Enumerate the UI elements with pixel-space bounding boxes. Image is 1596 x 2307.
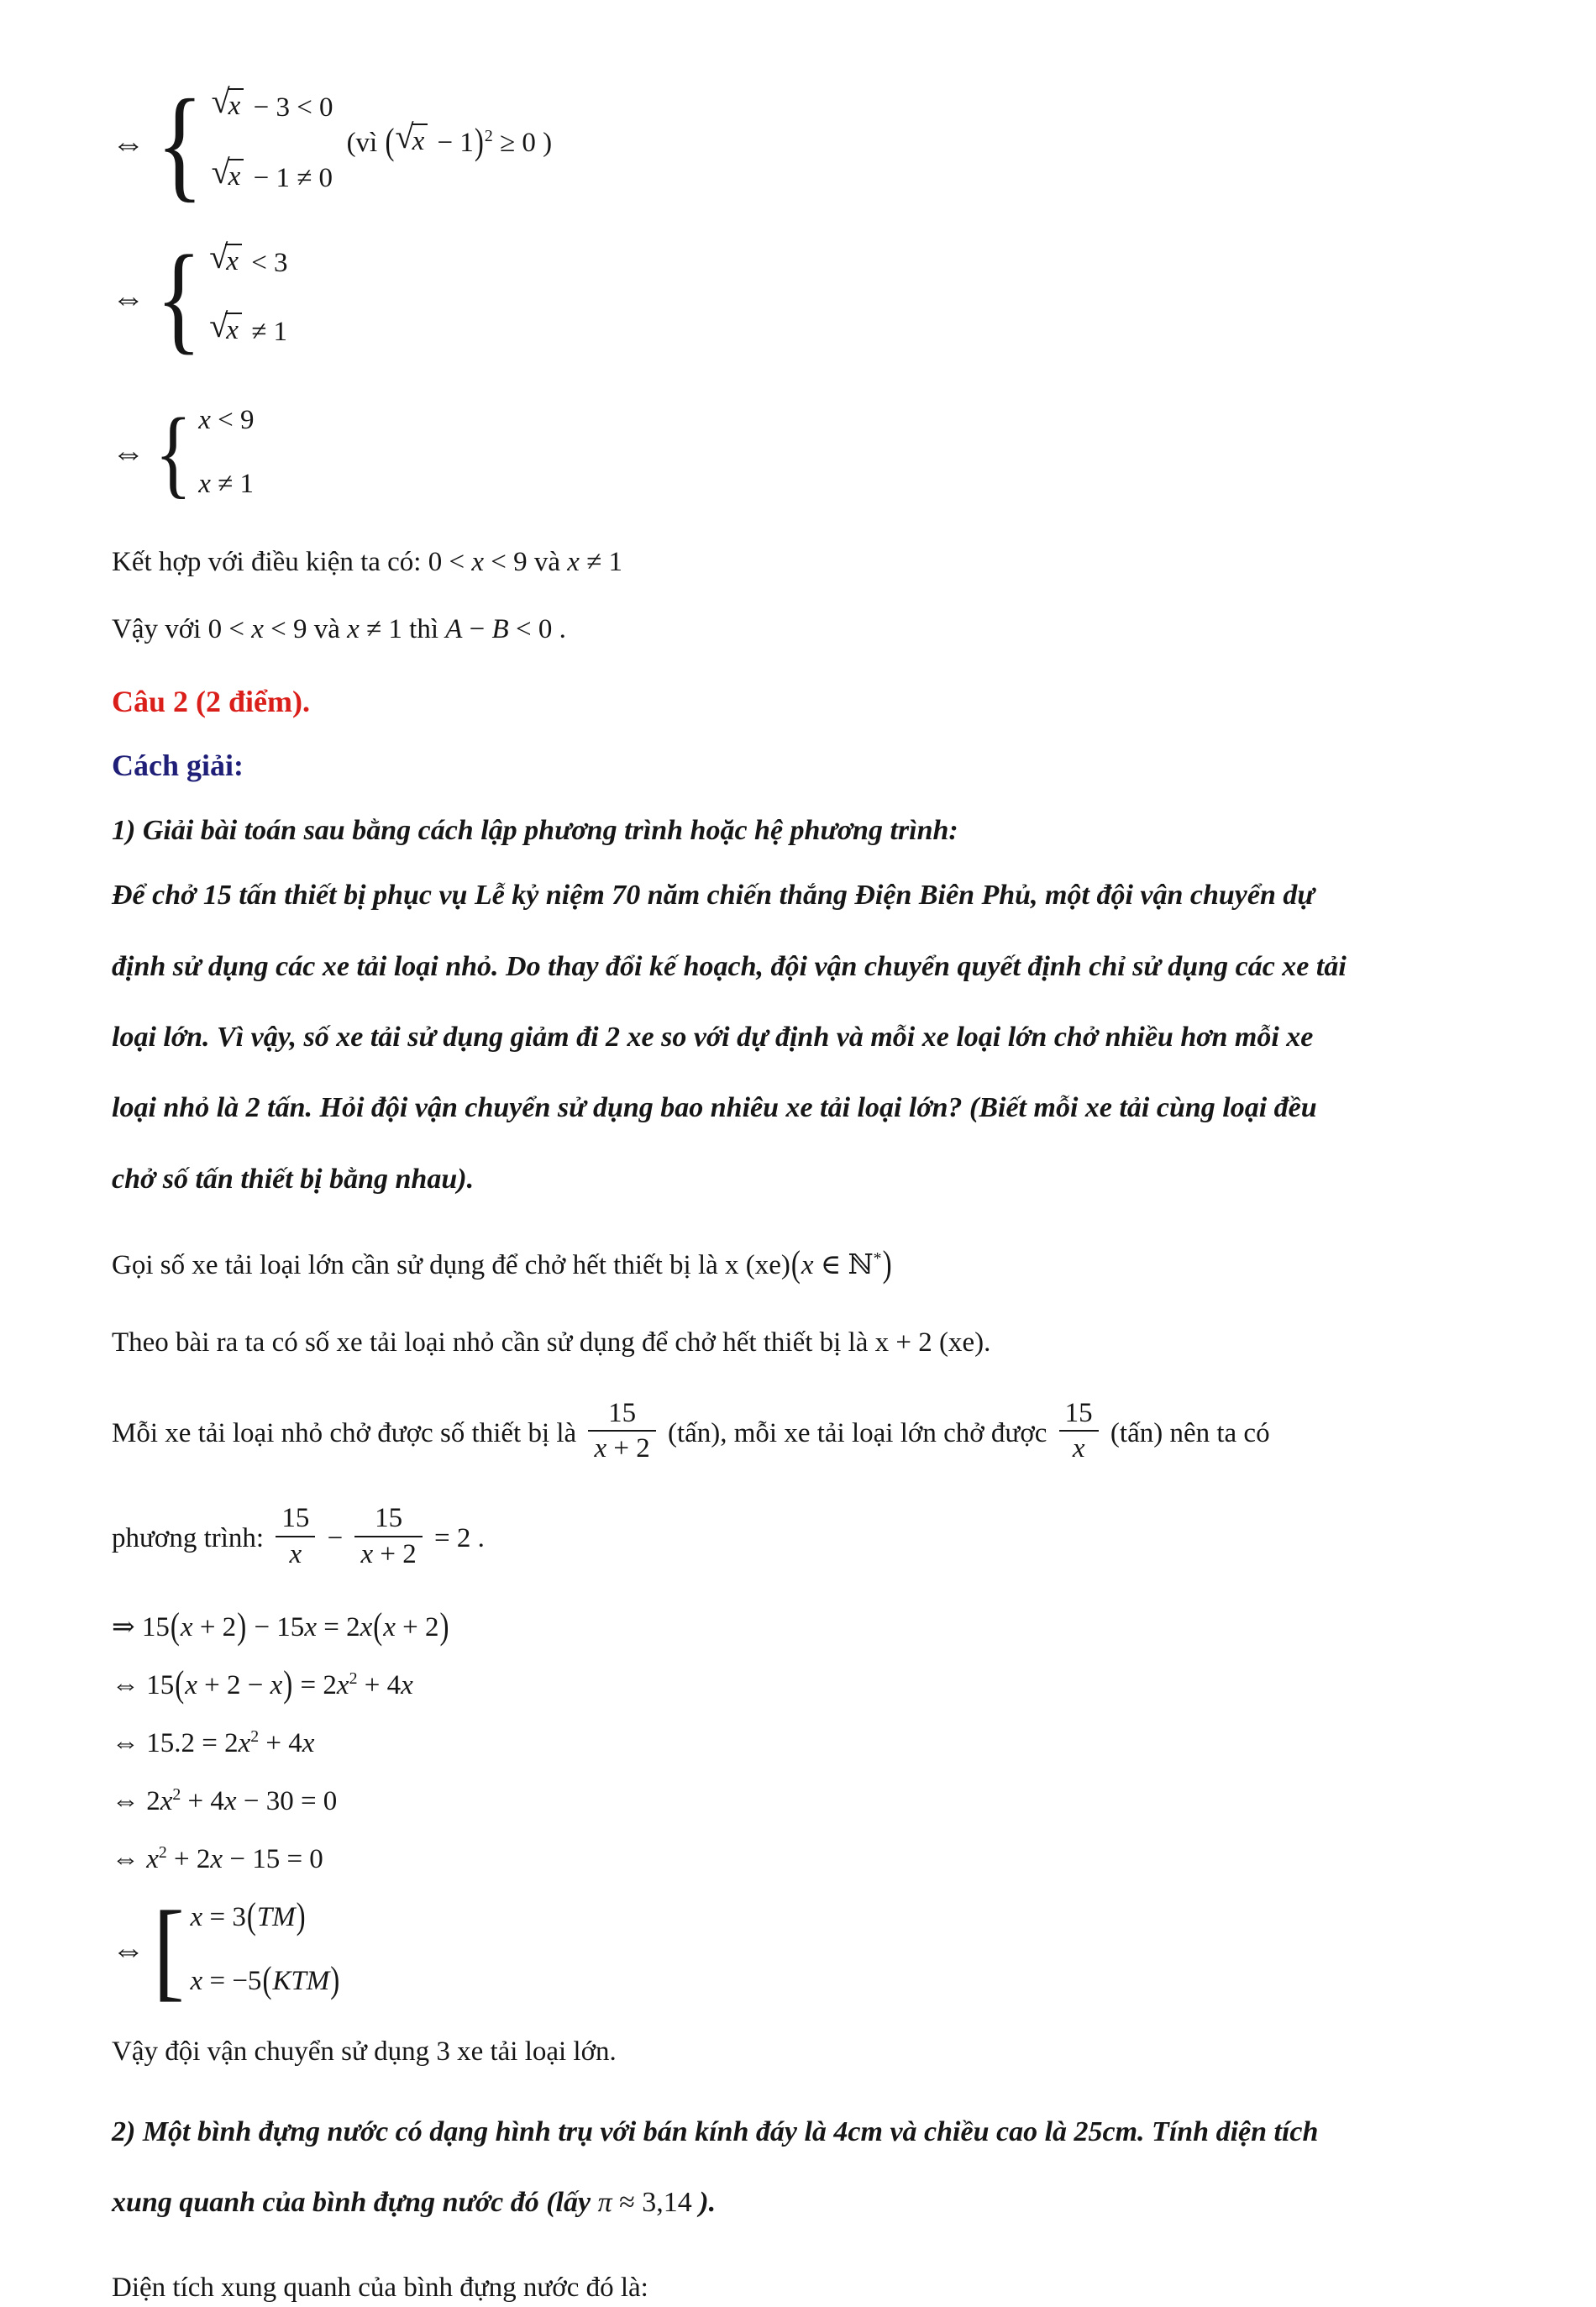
- solution-row: x = −5(KTM): [190, 1960, 340, 2001]
- text-conclusion-ab: Vậy với 0 < x < 9 và x ≠ 1 thì A − B < 0 .: [112, 613, 566, 644]
- system-rows: [209, 238, 288, 353]
- equation-step: ⇔ $2x^2 + 4x - 30 = 0$: [112, 1784, 338, 1816]
- problem1-statement-line: chở số tấn thiết bị bằng nhau).: [112, 1163, 475, 1195]
- problem1-title: 1) Giải bài toán sau bằng cách lập phương trình hoặc hệ phương trình:: [112, 815, 958, 846]
- section-heading-cau2: Câu 2 (2 điểm).: [112, 685, 310, 718]
- problem2-statement-line: xung quanh của bình đựng nước đó (lấy π ≈ 3,14 ).: [112, 2186, 717, 2218]
- iff-arrow: ⇔: [112, 1931, 145, 1968]
- problem2-statement-line: 2) Một bình đựng nước có dạng hình trụ với bán kính đáy là 4cm và chiều cao là 25cm. Tính diện tích: [112, 2115, 1319, 2147]
- equation-note: (vì ( √ x − 1)$^2$ ≥ 0 ): [346, 117, 553, 163]
- solution-row: x = 3(TM): [190, 1896, 306, 1938]
- system-row: x < 9: [198, 405, 255, 435]
- system-row: √ x − 1 ≠ 0: [211, 152, 333, 193]
- equation-system-sqrt-simplified: ⇔ { √ x < 3 √ x ≠ 1: [112, 230, 288, 365]
- equation-step: ⇒ 15(x + 2) − 15x = 2x(x + 2): [112, 1606, 449, 1648]
- system-row: √ x ≠ 1: [209, 306, 288, 347]
- system-row: x ≠ 1: [198, 468, 254, 499]
- equation-system-x: ⇔ { x < 9 x ≠ 1: [112, 397, 255, 507]
- text-small-trucks: Theo bài ra ta có số xe tải loại nhỏ cần sử dụng để chở hết thiết bị là x + 2 (xe).: [112, 1327, 991, 1358]
- text-equation-intro: phương trình: $\frac{15}{x}$ − $\frac{15}{x + 2}$ = 2 .: [112, 1502, 485, 1569]
- equation-system-sqrt-conditions: ⇔ { √ x − 3 < 0 √ x − 1 ≠ 0 (vì ( √ x − 1)$^2$ ≥ 0 ): [112, 73, 553, 213]
- solution-rows: [191, 1897, 341, 2002]
- system-rows: [198, 400, 254, 505]
- method-heading: Cách giải:: [112, 749, 244, 782]
- equation-step: ⇔ $15.2 = 2x^2 + 4x$: [112, 1726, 315, 1758]
- system-row: √ x − 3 < 0: [211, 82, 333, 123]
- problem1-statement-line: định sử dụng các xe tải loại nhỏ. Do thay đổi kế hoạch, đội vận chuyển quyết định chỉ sử dụng các xe tải: [112, 950, 1347, 982]
- text-area-intro: Diện tích xung quanh của bình đựng nước đó là:: [112, 2273, 648, 2304]
- problem1-statement-line: Để chở 15 tấn thiết bị phục vụ Lễ kỷ niệm 70 năm chiến thắng Điện Biên Phủ, một đội vận chuyển dự: [112, 880, 1315, 912]
- text-define-variable: Gọi số xe tải loại lớn cần sử dụng để chở hết thiết bị là x (xe)(x ∈ ℕ*): [112, 1244, 892, 1285]
- system-row: √ x < 3: [209, 238, 288, 278]
- problem1-statement-line: loại nhỏ là 2 tấn. Hỏi đội vận chuyển sử dụng bao nhiêu xe tải loại lớn? (Biết mỗi xe tải cùng loại đều: [112, 1092, 1317, 1124]
- iff-arrow: ⇔: [112, 124, 145, 162]
- text-combine-condition: Kết hợp với điều kiện ta có: 0 < x < 9 và x ≠ 1: [112, 547, 623, 577]
- text-capacity-fractions: Mỗi xe tải loại nhỏ chở được số thiết bị là $\frac{15}{x + 2}$ (tấn), mỗi xe tải loại lớn chở được $\frac{15}{x}$ (tấn) nên ta có: [112, 1397, 1270, 1464]
- equation-step: ⇔ $15(x + 2 - x) = 2x^2 + 4x$: [112, 1664, 413, 1706]
- text-conclusion-trucks: Vậy đội vận chuyển sử dụng 3 xe tải loại lớn.: [112, 2036, 617, 2068]
- iff-arrow: ⇔: [112, 279, 145, 317]
- solution-bracket-block: ⇔ [ x = 3(TM) x = −5(KTM): [112, 1887, 340, 2011]
- iff-arrow: ⇔: [112, 434, 145, 471]
- problem1-statement-line: loại lớn. Vì vậy, số xe tải sử dụng giảm đi 2 xe so với dự định và mỗi xe loại lớn chở nhiều hơn mỗi xe: [112, 1022, 1314, 1054]
- equation-step: ⇔ $x^2 + 2x - 15 = 0$: [112, 1842, 323, 1874]
- system-rows: [211, 82, 333, 199]
